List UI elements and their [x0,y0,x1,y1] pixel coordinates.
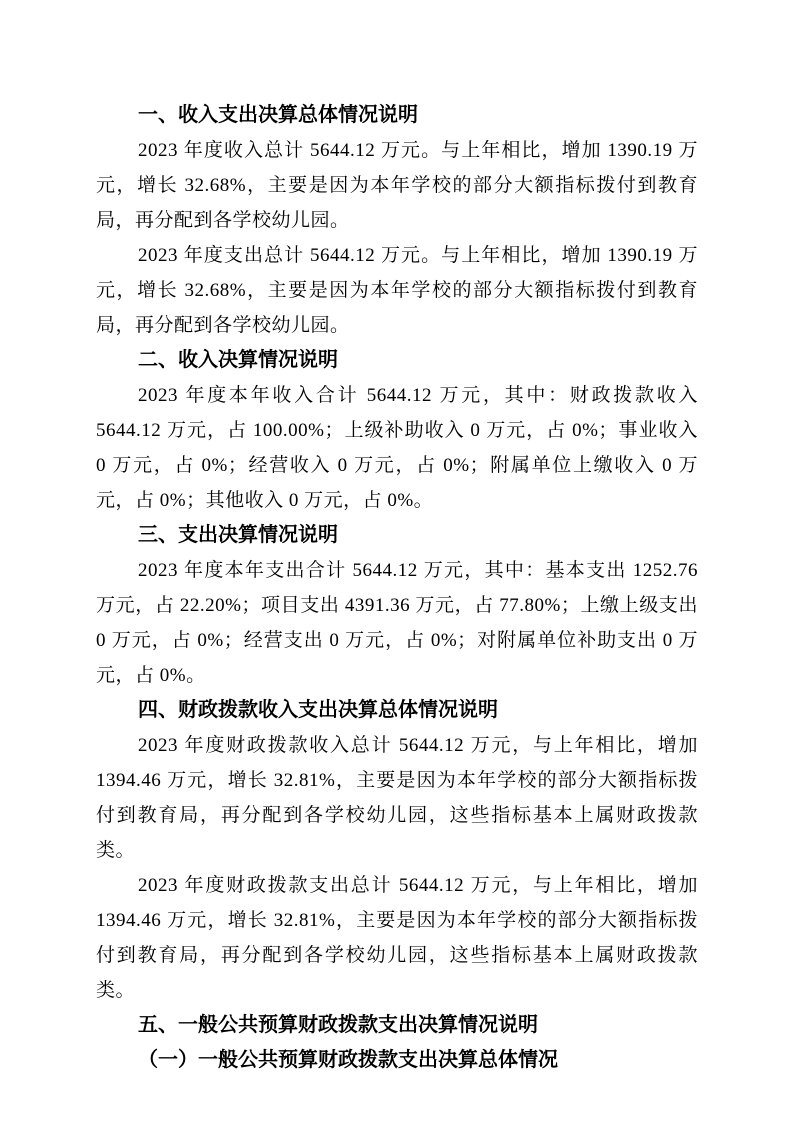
section-heading: 三、支出决算情况说明 [138,524,338,546]
paragraph: 2023 年度支出总计 5644.12 万元。与上年相比，增加 1390.19 万元，增长 32.68%，主要是因为本年学校的部分大额指标拨付到教育局，再分配到各学校幼儿园。 [96,245,698,336]
paragraph: 2023 年度本年支出合计 5644.12 万元，其中：基本支出 1252.76 万元，占 22.20%；项目支出 4391.36 万元，占 77.80%；上缴上级支出 0 万元，占 0%；经营支出 0 万元，占 0%；对附属单位补助支出 0 万元，占 0%。 [96,560,698,686]
paragraph: 2023 年度财政拨款收入总计 5644.12 万元，与上年相比，增加 1394.46 万元，增长 32.81%，主要是因为本年学校的部分大额指标拨付到教育局，再分配到各学校幼儿园，这些指标基本上属财政拨款类。 [96,735,698,861]
section-heading: 二、收入决算情况说明 [138,349,338,371]
paragraph: 2023 年度收入总计 5644.12 万元。与上年相比，增加 1390.19 万元，增长 32.68%，主要是因为本年学校的部分大额指标拨付到教育局，再分配到各学校幼儿园。 [96,140,698,231]
section-heading: 一、收入支出决算总体情况说明 [138,104,418,126]
section-heading: （一）一般公共预算财政拨款支出决算总体情况 [138,1049,558,1071]
paragraph: 2023 年度本年收入合计 5644.12 万元，其中：财政拨款收入 5644.12 万元，占 100.00%；上级补助收入 0 万元，占 0%；事业收入 0 万元，占 0%；经营收入 0 万元，占 0%；附属单位上缴收入 0 万元，占 0%；其他收入 0 万元，占 0%。 [96,385,698,511]
section-heading: 四、财政拨款收入支出决算总体情况说明 [138,699,498,721]
document-content [96,98,698,1078]
paragraph: 2023 年度财政拨款支出总计 5644.12 万元，与上年相比，增加 1394.46 万元，增长 32.81%，主要是因为本年学校的部分大额指标拨付到教育局，再分配到各学校幼儿园，这些指标基本上属财政拨款类。 [96,875,698,1001]
section-heading: 五、一般公共预算财政拨款支出决算情况说明 [138,1014,538,1036]
